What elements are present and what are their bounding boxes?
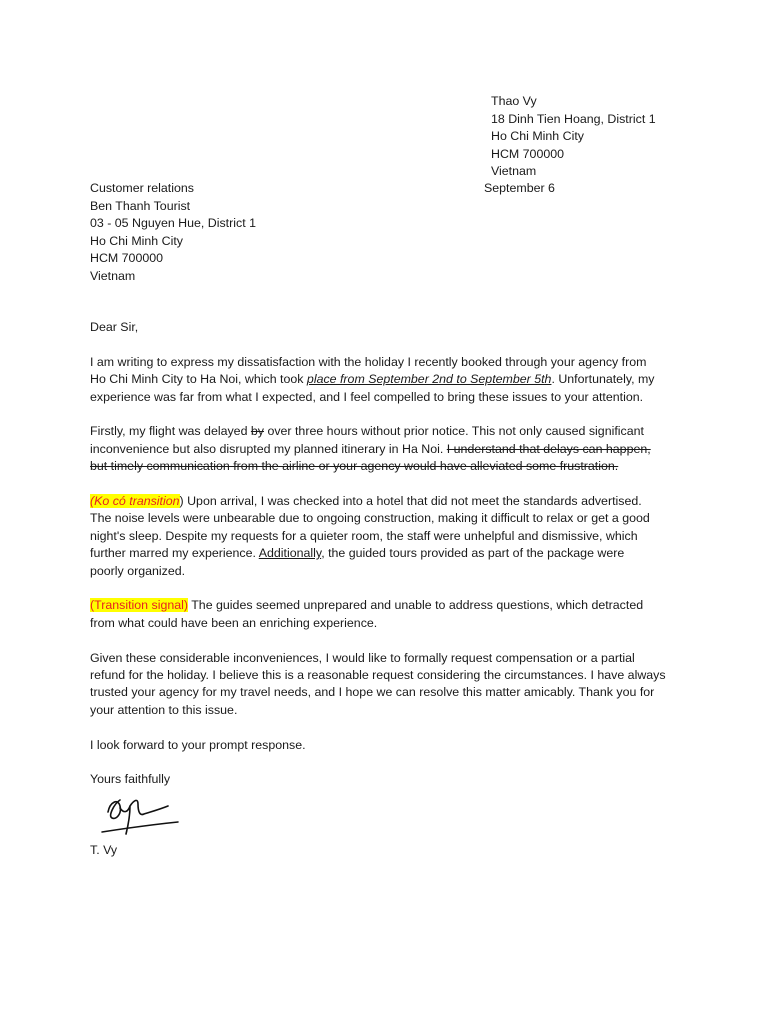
struck-word: by [250, 424, 264, 439]
sender-address [491, 93, 656, 181]
text-line: Ho Chi Minh City to Ha Noi, which took [90, 372, 307, 387]
text-line: Given these considerable inconveniences, I would like to formally request compensation or a partial [90, 650, 635, 665]
closing: Yours faithfully [90, 772, 171, 787]
text-line: trusted your agency for my travel needs, and I hope we can resolve this matter amicably. Thank you for [90, 685, 655, 700]
text-line: The noise levels were unbearable due to ongoing construction, making it difficult to relax or get a good [90, 511, 650, 526]
paragraph-hotel [90, 493, 690, 580]
text-line: night's sleep. Despite my requests for a quieter room, the staff were unhelpful and dismissive, which [90, 528, 638, 543]
paragraph-request [90, 650, 690, 720]
text-line: The guides seemed unprepared and unable to address questions, which detracted [188, 598, 644, 613]
underlined-dates: place from September 2nd to September 5th [306, 372, 552, 387]
text-line: over three hours without prior notice. This not only caused significant [264, 424, 644, 439]
sender-city: Ho Chi Minh City [491, 129, 584, 143]
paragraph-intro [90, 354, 690, 406]
sender-name: Thao Vy [491, 94, 537, 108]
text-line: . Unfortunately, my [551, 372, 655, 387]
recipient-postal: HCM 700000 [90, 251, 164, 265]
text-line: I am writing to express my dissatisfaction with the holiday I recently booked through your agency from [90, 354, 647, 369]
paragraph-flight [90, 423, 690, 475]
text-line: experience was far from what I expected, and I feel compelled to bring these issues to your attention. [90, 389, 644, 404]
text-line: Firstly, my flight was delayed [90, 424, 251, 439]
text-line: refund for the holiday. I believe this is a reasonable request considering the circumstances. I have always [90, 668, 666, 683]
struck-text: I understand that delays can happen, [446, 441, 651, 456]
recipient-dept: Customer relations [90, 181, 194, 195]
text-line: from what could have been an enriching experience. [90, 615, 378, 630]
signature-name: T. Vy [90, 843, 118, 857]
sender-street: 18 Dinh Tien Hoang, District 1 [491, 111, 656, 126]
paragraph-closing-line: I look forward to your prompt response. [90, 737, 306, 752]
text-line: ) Upon arrival, I was checked into a hotel that did not meet the standards advertised. [179, 494, 642, 509]
underlined-word: Additionally [258, 546, 322, 561]
sender-country: Vietnam [491, 164, 537, 178]
recipient-city: Ho Chi Minh City [90, 233, 183, 248]
paragraph-guides [90, 597, 690, 632]
text-line: your attention to this issue. [90, 702, 238, 717]
recipient-company: Ben Thanh Tourist [90, 198, 191, 213]
salutation: Dear Sir, [90, 320, 139, 334]
text-line: inconvenience but also disrupted my planned itinerary in Ha Noi. [90, 441, 447, 456]
struck-text: but timely communication from the airline or your agency would have alleviated some frustration. [90, 459, 619, 474]
highlight-annotation: (Transition signal) [90, 598, 189, 613]
text-line: , the guided tours provided as part of the package were [321, 546, 625, 561]
text-line: further marred my experience. [90, 546, 259, 561]
recipient-address [90, 180, 256, 285]
highlight-annotation: (Ko có transition [90, 494, 180, 509]
recipient-country: Vietnam [90, 268, 136, 283]
handwritten-signature [98, 790, 188, 840]
text-line: poorly organized. [90, 563, 186, 578]
letter-date: September 6 [484, 181, 555, 195]
letter-body [90, 319, 690, 789]
recipient-street: 03 - 05 Nguyen Hue, District 1 [90, 216, 256, 230]
sender-postal: HCM 700000 [491, 146, 565, 161]
